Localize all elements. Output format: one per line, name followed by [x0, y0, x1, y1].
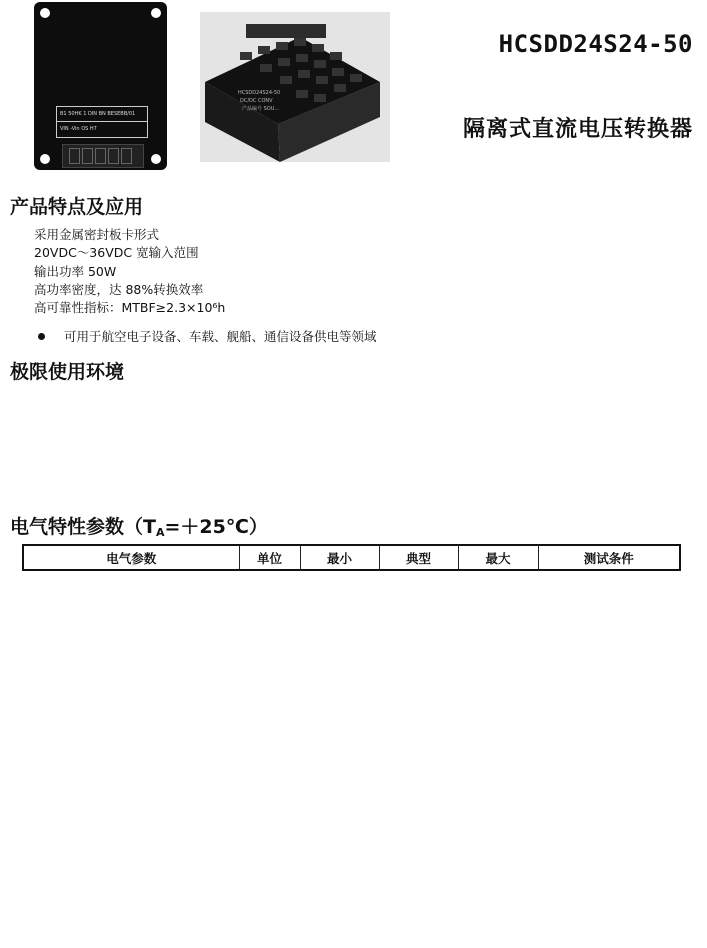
electrical-spec-table [22, 544, 681, 571]
table-header-row [23, 545, 680, 570]
column-header: 最小 [300, 545, 379, 570]
product-front-image [34, 2, 167, 170]
angled-label-line: HCSDD24S24-50 [238, 90, 281, 96]
electrical-heading: 电气特性参数$(T_A=+25℃)$ [10, 516, 268, 539]
limits-heading: 极限使用环境 [10, 361, 125, 383]
product-angled-image [200, 12, 390, 162]
column-header: 最大 [458, 545, 538, 570]
product-title: 隔离式直流电压转换器 [462, 117, 693, 142]
list-item: 20VDC～36VDC 宽输入范围 [34, 245, 199, 261]
model-number: HCSDD24S24-50 [498, 30, 693, 58]
list-item: 可用于航空电子设备、车载、舰船、通信设备供电等领域 [34, 328, 377, 346]
list-item: 高功率密度，达 88%转换效率 [34, 281, 204, 297]
mount-hole [151, 154, 161, 164]
column-header: 测试条件 [538, 545, 680, 570]
angled-label-line: DC/DC CONV [240, 98, 273, 104]
features-heading: 产品特点及应用 [10, 196, 144, 218]
connector-pins [62, 144, 144, 168]
column-header: 单位 [239, 545, 300, 570]
features-left-list [34, 226, 225, 317]
module-label-line: B1 50HK 1 DIN BN BESEBB/01 [57, 107, 147, 122]
module-label-line: VIN -Vin OS H7 [60, 126, 97, 132]
list-item: 高可靠性指标：MTBF≥2.3×10⁶h [34, 300, 226, 316]
angled-label-line: 产品编号 SOU... [242, 106, 280, 112]
column-header: 电气参数 [23, 545, 239, 570]
application-list [34, 328, 377, 346]
mount-hole [151, 8, 161, 18]
mount-hole [40, 8, 50, 18]
list-item: 输出功率 50W [34, 263, 117, 279]
module-label-panel [56, 106, 148, 138]
mount-hole [40, 154, 50, 164]
column-header: 典型 [379, 545, 458, 570]
list-item: 采用金属密封板卡形式 [34, 227, 160, 242]
